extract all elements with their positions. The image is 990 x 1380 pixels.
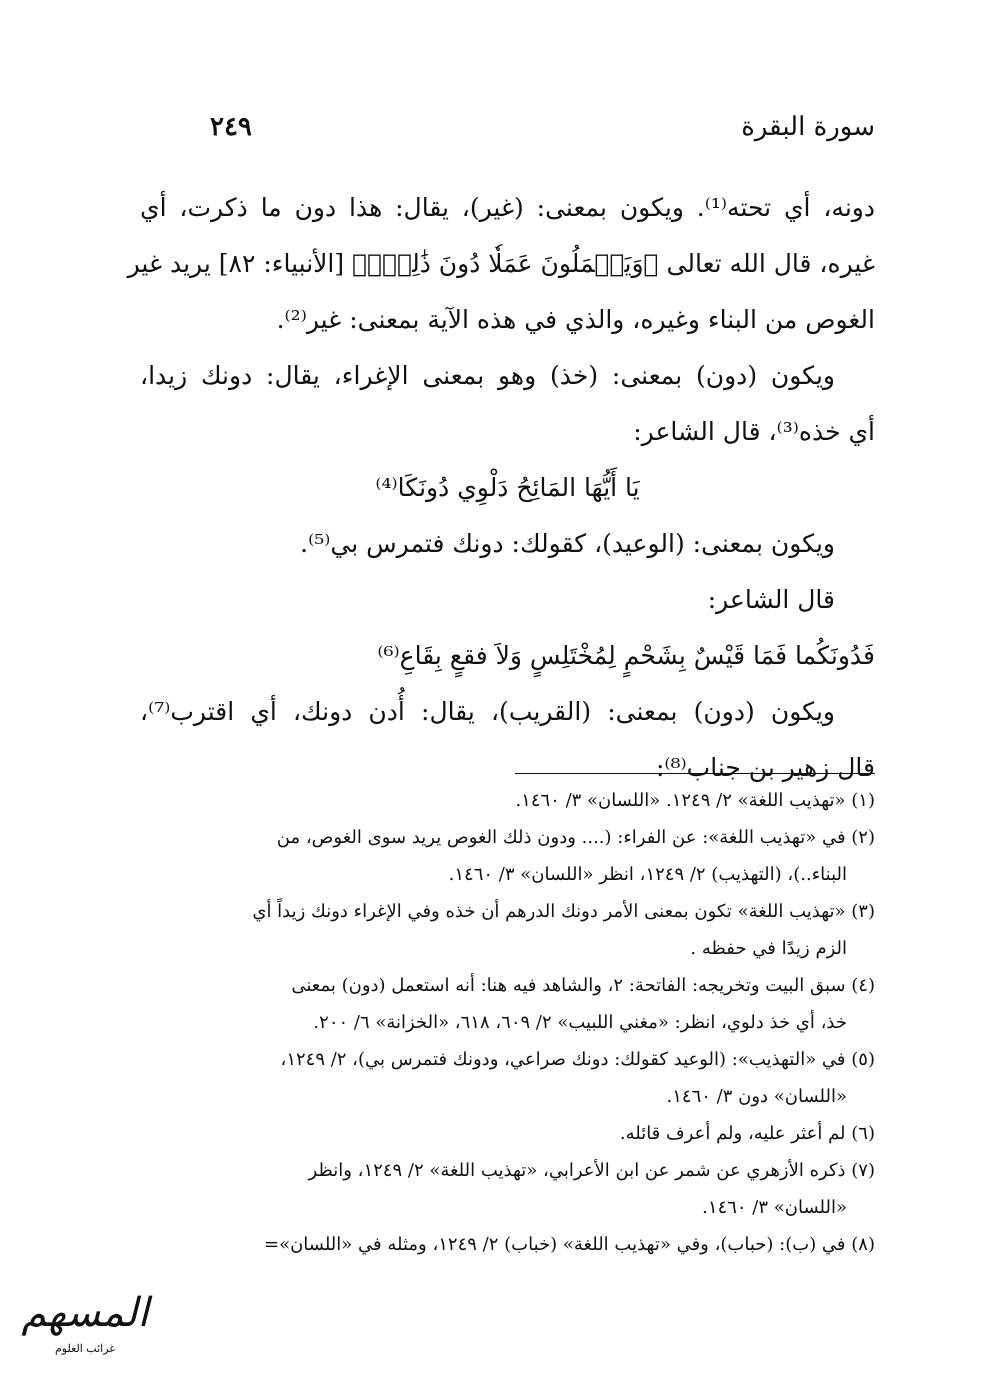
text-line: ويكون بمعنى: (الوعيد)، كقولك: دونك فتمرس بي⁽⁵⁾.	[300, 529, 835, 558]
text-line: الغوص من البناء وغيره، والذي في هذه الآية بمعنى: غير⁽²⁾.	[276, 305, 875, 334]
footnote	[140, 819, 875, 893]
footnote	[140, 1041, 875, 1115]
text-line: قال الشاعر:	[707, 585, 835, 614]
footnote-text: (١) «تهذيب اللغة» ٢/ ١٢٤٩. «اللسان» ٣/ ١٤٦٠.	[515, 790, 875, 811]
footnote-continuation: الزم زيدًا في حفظه .	[690, 938, 847, 959]
poem-verse: فَدُونَكُما فَمَا قَيْسٌ بِشَحْمٍ لِمُخْتَلِسٍ وَلاَ فقعٍ بِقَاعِ⁽⁶⁾	[377, 641, 875, 670]
text-line: قال زهير بن جناب⁽⁸⁾:	[655, 753, 875, 782]
poem-verse: يَا أَيُّهَا المَائِحُ دَلْوِي دُونَكَا⁽⁴⁾	[375, 473, 640, 502]
logo-mark: المسهم	[21, 1290, 149, 1336]
footnotes	[140, 782, 875, 1263]
text-line: ويكون (دون) بمعنى: (خذ) وهو بمعنى الإغراء، يقال: دونك زيدا،	[140, 361, 835, 390]
footnote-continuation: خذ، أي خذ دلوي، انظر: «مغني اللبيب» ٢/ ٦٠٩، ٦١٨، «الخزانة» ٦/ ٢٠٠.	[313, 1012, 847, 1033]
publisher-logo	[10, 1290, 160, 1370]
text-line: أي خذه⁽³⁾، قال الشاعر:	[633, 417, 875, 446]
footnote	[140, 893, 875, 967]
text-line: غيره، قال الله تعالى ﴿وَيَعۡمَلُونَ عَمَلٗا دُونَ ذَٰلِكَۖ﴾ [الأنبياء: ٨٢] يريد غير	[127, 249, 875, 278]
footnote-text: (٥) في «التهذيب»: (الوعيد كقولك: دونك صراعي، ودونك فتمرس بي)، ٢/ ١٢٤٩،	[280, 1049, 875, 1070]
main-text	[127, 180, 875, 796]
text-line: ويكون (دون) بمعنى: (القريب)، يقال: أُدن دونك، أي اقترب⁽⁷⁾،	[140, 697, 835, 726]
footnote-text: (٢) في «تهذيب اللغة»: عن الفراء: (.... ودون ذلك الغوص يريد سوى الغوص، من	[276, 827, 875, 848]
footnote	[140, 967, 875, 1041]
footnote-continuation: «اللسان» ٣/ ١٤٦٠.	[702, 1197, 847, 1218]
footnote	[140, 1226, 875, 1263]
footnote-divider	[515, 773, 875, 774]
footnote-text: (٤) سبق البيت وتخريجه: الفاتحة: ٢، والشاهد فيه هنا: أنه استعمل (دون) بمعنى	[291, 975, 875, 996]
footnote-continuation: البناء..)، (التهذيب) ٢/ ١٢٤٩، انظر «اللسان» ٣/ ١٤٦٠.	[448, 864, 847, 885]
logo-subtitle: غرائب العلوم	[54, 1342, 116, 1355]
page-header	[140, 112, 875, 152]
page-number: ٢٤٩	[210, 112, 252, 142]
footnote-text: (٨) في (ب): (حباب)، وفي «تهذيب اللغة» (خباب) ٢/ ١٢٤٩، ومثله في «اللسان»=	[263, 1234, 875, 1255]
surah-title: سورة البقرة	[741, 112, 875, 142]
footnote-continuation: «اللسان» دون ٣/ ١٤٦٠.	[666, 1086, 847, 1107]
footnote	[140, 1115, 875, 1152]
footnote	[140, 782, 875, 819]
footnote-text: (٣) «تهذيب اللغة» تكون بمعنى الأمر دونك الدرهم أن خذه وفي الإغراء دونك زيداً أي	[252, 901, 875, 922]
footnote	[140, 1152, 875, 1226]
text-line: دونه، أي تحته⁽¹⁾. ويكون بمعنى: (غير)، يقال: هذا دون ما ذكرت، أي	[140, 193, 875, 222]
footnote-text: (٧) ذكره الأزهري عن شمر عن ابن الأعرابي، «تهذيب اللغة» ٢/ ١٢٤٩، وانظر	[308, 1160, 875, 1181]
footnote-text: (٦) لم أعثر عليه، ولم أعرف قائله.	[619, 1123, 875, 1144]
